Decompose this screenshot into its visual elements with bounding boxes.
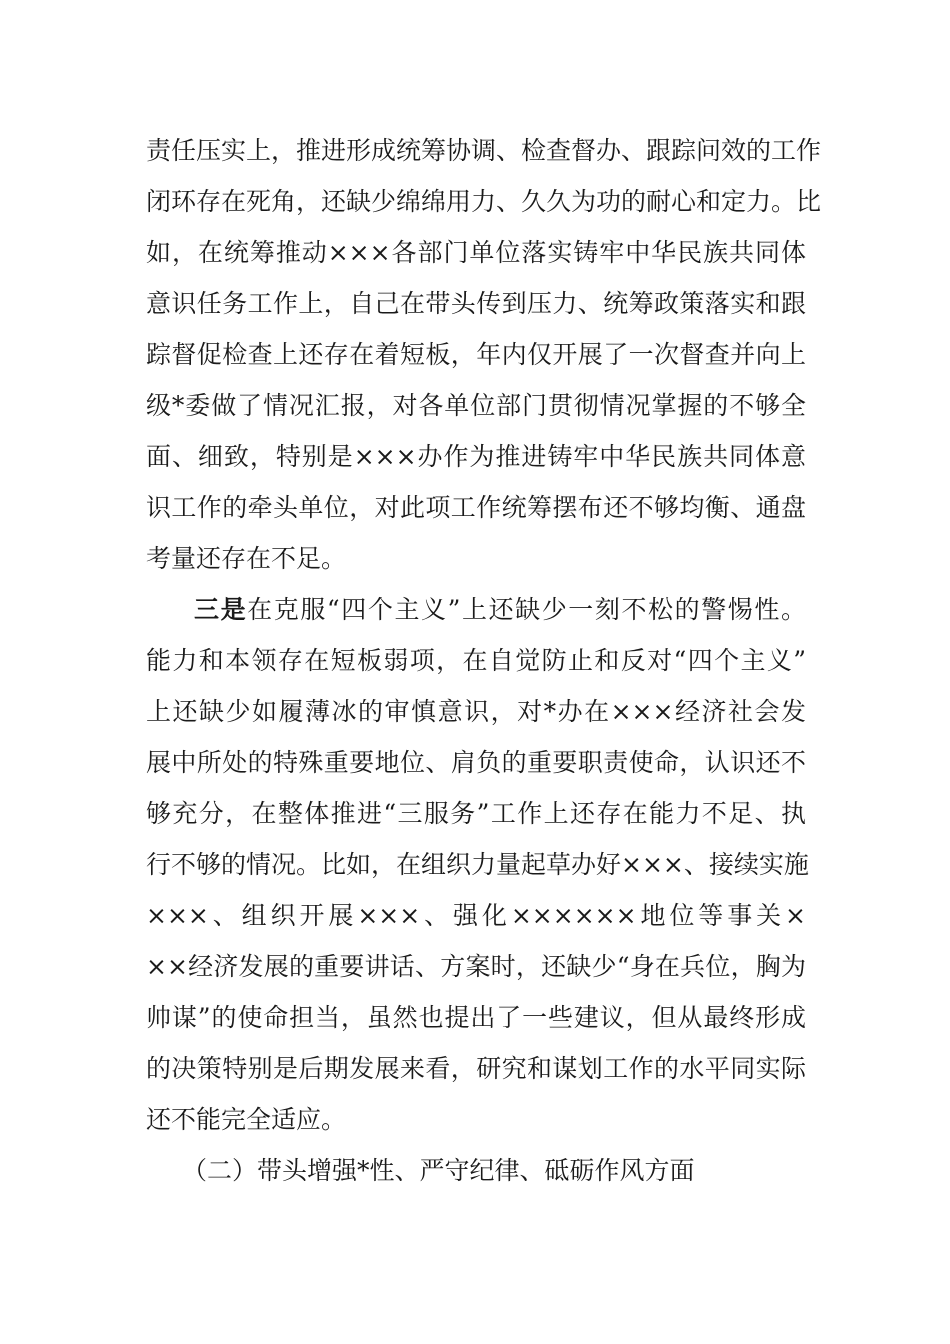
paragraph-line: ×××、组织开展×××、强化××××××地位等事关×	[146, 901, 806, 930]
paragraph-line: 展中所处的特殊重要地位、肩负的重要职责使命，认识还不	[146, 748, 806, 777]
paragraph-line: 如，在统筹推动×××各部门单位落实铸牢中华民族共同体	[146, 238, 806, 267]
paragraph-line: 够充分，在整体推进“三服务”工作上还存在能力不足、执	[146, 799, 806, 828]
paragraph-line: 踪督促检查上还存在着短板，年内仅开展了一次督查并向上	[146, 340, 806, 369]
paragraph-line: ××经济发展的重要讲话、方案时，还缺少“身在兵位，胸为	[146, 952, 806, 981]
paragraph-line: 帅谋”的使命担当，虽然也提出了一些建议，但从最终形成	[146, 1003, 806, 1032]
section-heading: （二）带头增强*性、严守纪律、砥砺作风方面	[182, 1156, 695, 1185]
paragraph-line: 意识任务工作上，自己在带头传到压力、统筹政策落实和跟	[146, 289, 806, 318]
paragraph-line: 考量还存在不足。	[146, 544, 347, 573]
paragraph-first-line	[194, 595, 806, 625]
paragraph-lead-rest: 在克服“四个主义”上还缺少一刻不松的警惕性。	[247, 595, 806, 624]
paragraph-line: 行不够的情况。比如，在组织力量起草办好×××、接续实施	[146, 850, 809, 879]
paragraph-line: 识工作的牵头单位，对此项工作统筹摆布还不够均衡、通盘	[146, 493, 806, 522]
paragraph-line: 上还缺少如履薄冰的审慎意识，对*办在×××经济社会发	[146, 697, 806, 726]
paragraph-line: 闭环存在死角，还缺少绵绵用力、久久为功的耐心和定力。比	[146, 187, 822, 216]
paragraph-line: 还不能完全适应。	[146, 1105, 347, 1134]
paragraph-lead: 三是	[194, 595, 248, 624]
paragraph-line: 责任压实上，推进形成统筹协调、检查督办、跟踪问效的工作	[146, 136, 822, 165]
paragraph-line: 的决策特别是后期发展来看，研究和谋划工作的水平同实际	[146, 1054, 806, 1083]
paragraph-line: 能力和本领存在短板弱项，在自觉防止和反对“四个主义”	[146, 646, 806, 675]
paragraph-line: 级*委做了情况汇报，对各单位部门贯彻情况掌握的不够全	[146, 391, 806, 420]
paragraph-line: 面、细致，特别是×××办作为推进铸牢中华民族共同体意	[146, 442, 806, 471]
